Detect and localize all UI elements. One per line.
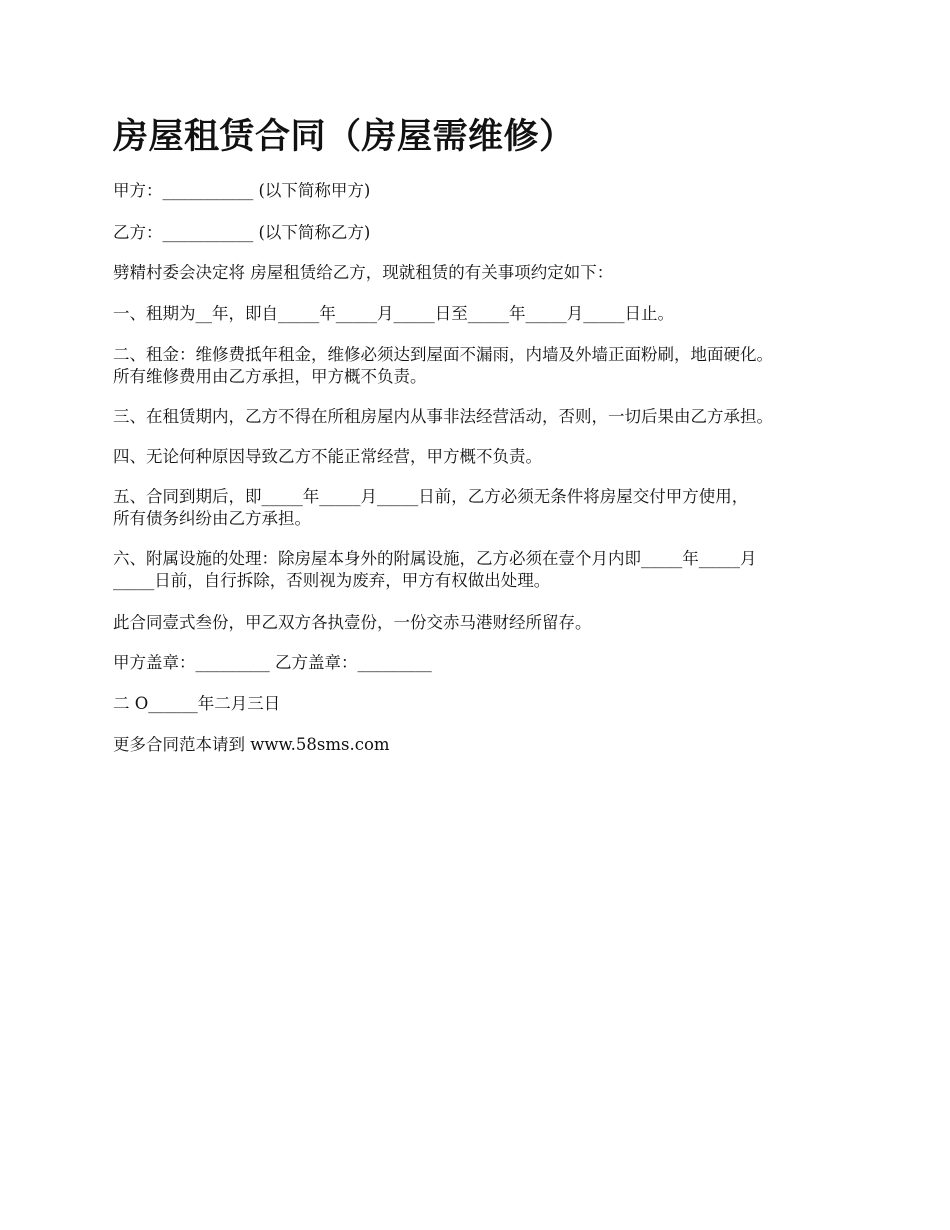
clause-2 [113, 344, 773, 388]
date-line: 二 O______年二月三日 [113, 694, 281, 713]
document-title: 房屋租赁合同（房屋需维修） [113, 116, 575, 157]
clause-5-line-2: 所有债务纠纷由乙方承担。 [113, 509, 311, 528]
clause-2-line-2: 所有维修费用由乙方承担，甲方概不负责。 [113, 367, 427, 386]
party-b-line: 乙方：___________ (以下简称乙方) [113, 223, 371, 242]
clause-6 [113, 548, 757, 592]
clause-5 [113, 486, 748, 530]
seal-line: 甲方盖章：_________ 乙方盖章：_________ [113, 653, 432, 672]
clause-3: 三、在租赁期内，乙方不得在所租房屋内从事非法经营活动，否则，一切后果由乙方承担。 [113, 407, 773, 426]
clause-1: 一、租期为__年，即自_____年_____月_____日至_____年_____月_____日止。 [113, 304, 674, 323]
clause-2-line-1: 二、租金：维修费抵年租金，维修必须达到屋面不漏雨，内墙及外墙正面粉刷，地面硬化。 [113, 345, 773, 364]
copies-paragraph: 此合同壹式叁份，甲乙双方各执壹份，一份交赤马港财经所留存。 [113, 613, 592, 632]
clause-4: 四、无论何种原因导致乙方不能正常经营，甲方概不负责。 [113, 447, 542, 466]
clause-6-line-1: 六、附属设施的处理：除房屋本身外的附属设施，乙方必须在壹个月内即_____年_____月 [113, 549, 757, 568]
party-a-line: 甲方：___________ (以下简称甲方) [113, 181, 371, 200]
clause-6-line-2: _____日前，自行拆除，否则视为废弃，甲方有权做出处理。 [113, 571, 551, 590]
footer-link-text: 更多合同范本请到 www.58sms.com [113, 735, 390, 754]
intro-paragraph: 劈精村委会决定将 房屋租赁给乙方，现就租赁的有关事项约定如下： [113, 263, 614, 282]
clause-5-line-1: 五、合同到期后，即_____年_____月_____日前，乙方必须无条件将房屋交付甲方使用， [113, 487, 749, 506]
